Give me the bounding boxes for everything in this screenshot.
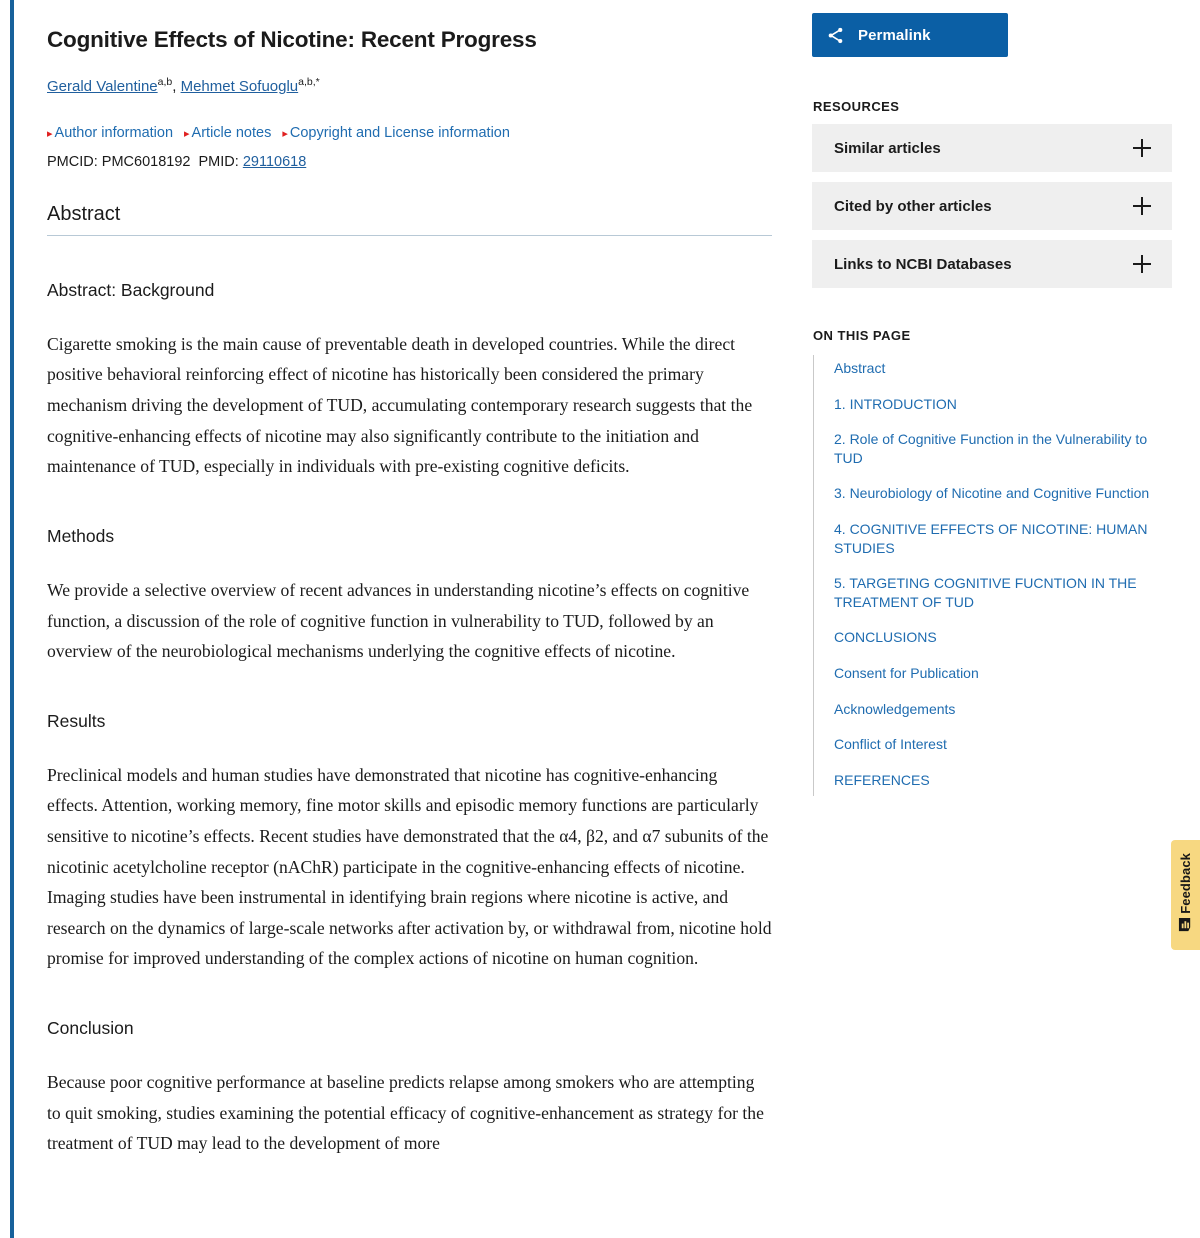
permalink-label: Permalink bbox=[858, 26, 931, 44]
pmid-label: PMID: bbox=[198, 153, 239, 170]
triangle-right-icon: ▸ bbox=[47, 128, 53, 141]
sidebar bbox=[812, 0, 1200, 1238]
resource-label: Cited by other articles bbox=[834, 197, 992, 215]
resource-label: Links to NCBI Databases bbox=[834, 255, 1012, 273]
permalink-button[interactable] bbox=[812, 13, 1008, 57]
author-separator: , bbox=[172, 78, 181, 96]
feedback-tab[interactable] bbox=[1171, 840, 1200, 950]
toc-item-targeting-cognitive-function[interactable]: 5. TARGETING COGNITIVE FUCNTION IN THE TREATMENT OF TUD bbox=[834, 575, 1137, 610]
section-heading-background: Abstract: Background bbox=[47, 279, 215, 300]
author-link-1[interactable]: Gerald Valentine bbox=[47, 78, 158, 96]
identifiers bbox=[47, 154, 772, 170]
on-this-page-heading: ON THIS PAGE bbox=[813, 328, 911, 343]
section-body-background: Cigarette smoking is the main cause of preventable death in developed countries. While the direct positive behavioral reinforcing effect of nicotine has historically been considered the primary mechanism driving the development of TUD, accumulating contemporary research suggests that the cognitive-enhancing effects of nicotine may also significantly contribute to the initiation and maintenance of TUD, especially in individuals with pre-existing cognitive deficits. bbox=[47, 333, 753, 477]
chart-icon bbox=[1178, 917, 1193, 937]
section-body-conclusion: Because poor cognitive performance at baseline predicts relapse among smokers who are attempting to quit smoking, studies examining the potential efficacy of cognitive-enhancement as strategy for the treatment of TUD may lead to the development of more bbox=[47, 1072, 764, 1154]
pmid-link[interactable]: 29110618 bbox=[242, 153, 307, 170]
copyright-license-link[interactable] bbox=[282, 125, 510, 141]
author-affiliation-2: a,b,* bbox=[298, 76, 320, 89]
abstract-heading: Abstract bbox=[47, 202, 772, 236]
triangle-right-icon: ▸ bbox=[184, 128, 190, 141]
toc-item-references[interactable]: REFERENCES bbox=[834, 771, 930, 788]
author-link-2[interactable]: Mehmet Sofuoglu bbox=[180, 78, 299, 96]
toc-item-abstract[interactable]: Abstract bbox=[834, 360, 886, 376]
author-information-link[interactable] bbox=[47, 125, 173, 141]
toc-item-consent-for-publication[interactable]: Consent for Publication bbox=[834, 665, 979, 682]
toc-item-conflict-of-interest[interactable]: Conflict of Interest bbox=[834, 736, 947, 753]
page-title: Cognitive Effects of Nicotine: Recent Progress bbox=[47, 27, 537, 52]
author-affiliation-1: a,b bbox=[157, 76, 173, 89]
toc-item-role-of-cognitive-function[interactable]: 2. Role of Cognitive Function in the Vulnerability to TUD bbox=[834, 431, 1148, 466]
plus-icon[interactable] bbox=[1133, 139, 1151, 157]
resource-row-cited-by-other-articles[interactable] bbox=[812, 182, 1172, 230]
resources-heading: RESOURCES bbox=[813, 99, 900, 114]
toc-item-acknowledgements[interactable]: Acknowledgements bbox=[834, 700, 956, 717]
resource-row-similar-articles[interactable] bbox=[812, 124, 1172, 172]
plus-icon[interactable] bbox=[1133, 255, 1151, 273]
author-information-label: Author information bbox=[54, 125, 174, 142]
copyright-license-label: Copyright and License information bbox=[289, 125, 510, 142]
share-icon bbox=[812, 26, 858, 45]
resource-label: Similar articles bbox=[834, 139, 941, 157]
triangle-right-icon: ▸ bbox=[282, 128, 288, 141]
feedback-label: Feedback bbox=[1178, 852, 1193, 914]
section-body-results: Preclinical models and human studies have demonstrated that nicotine has cognitive-enhancing effects. Attention, working memory, fine motor skills and episodic memory functions are particularly sensitive to nicotine’s effects. Recent studies have demonstrated that the α4, β2, and α7 subunits of the nicotinic acetylcholine receptor (nAChR) participate in the cognitive-enhancing effects of nicotine. Imaging studies have been instrumental in identifying brain regions where nicotine is active, and research on the dynamics of large-scale networks after activation by, or withdrawal from, nicotine hold promise for improved understanding of the complex actions of nicotine on human cognition. bbox=[47, 764, 772, 969]
article-notes-link[interactable] bbox=[184, 125, 271, 141]
plus-icon[interactable] bbox=[1133, 197, 1151, 215]
section-heading-conclusion: Conclusion bbox=[47, 1018, 134, 1039]
table-of-contents bbox=[813, 355, 1172, 796]
section-heading-results: Results bbox=[47, 710, 106, 731]
section-heading-methods: Methods bbox=[47, 525, 115, 546]
pmcid-value: PMC6018192 bbox=[101, 153, 191, 170]
article-notes-label: Article notes bbox=[191, 125, 272, 142]
meta-links bbox=[47, 123, 772, 145]
author-list bbox=[47, 76, 772, 97]
toc-item-conclusions[interactable]: CONCLUSIONS bbox=[834, 629, 937, 646]
resource-row-links-to-ncbi-databases[interactable] bbox=[812, 240, 1172, 288]
toc-item-cognitive-effects-human-studies[interactable]: 4. COGNITIVE EFFECTS OF NICOTINE: HUMAN STUDIES bbox=[834, 521, 1148, 556]
pmcid-label: PMCID: bbox=[47, 153, 98, 170]
section-body-methods: We provide a selective overview of recent advances in understanding nicotine’s effects on cognitive function, a discussion of the role of cognitive function in vulnerability to TUD, followed by an overview of the neurobiological mechanisms underlying the cognitive effects of nicotine. bbox=[47, 579, 750, 662]
toc-item-neurobiology-of-nicotine[interactable]: 3. Neurobiology of Nicotine and Cognitive Function bbox=[834, 485, 1150, 502]
toc-item-introduction[interactable]: 1. INTRODUCTION bbox=[834, 395, 957, 412]
